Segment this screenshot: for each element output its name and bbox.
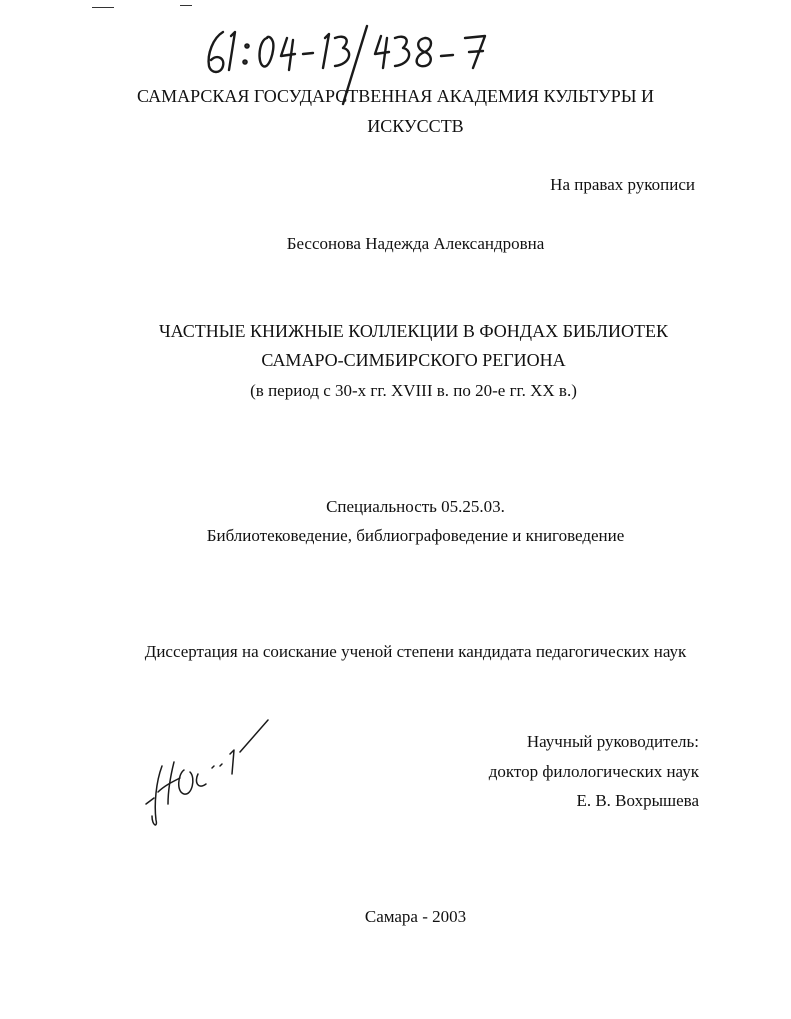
institution-line-1: САМАРСКАЯ ГОСУДАРСТВЕННАЯ АКАДЕМИЯ КУЛЬТУРЫ И	[136, 86, 655, 106]
specialty-code: Специальность 05.25.03.	[326, 497, 505, 516]
supervisor-label: Научный руководитель:	[526, 732, 699, 751]
institution-line-2: ИСКУССТВ	[367, 116, 464, 136]
supervisor-name: Е. В. Вохрышева	[576, 791, 699, 810]
handwritten-signature	[140, 712, 275, 832]
dissertation-statement: Диссертация на соискание ученой степени кандидата педагогических наук	[144, 642, 687, 661]
archive-number	[0, 0, 1, 1]
title-line-1: ЧАСТНЫЕ КНИЖНЫЕ КОЛЛЕКЦИИ В ФОНДАХ БИБЛИОТЕК	[158, 321, 669, 341]
scan-artifact	[180, 5, 192, 6]
supervisor-degree: доктор филологических наук	[488, 762, 699, 781]
author-name: Бессонова Надежда Александровна	[286, 234, 545, 253]
scan-artifact	[92, 7, 114, 8]
place-and-year: Самара - 2003	[364, 907, 467, 926]
manuscript-rights: На правах рукописи	[550, 175, 695, 194]
specialty-name: Библиотековедение, библиографоведение и книговедение	[206, 526, 625, 545]
title-period: (в период с 30-х гг. XVIII в. по 20-е гг. XX в.)	[250, 381, 577, 400]
title-line-2: САМАРО-СИМБИРСКОГО РЕГИОНА	[261, 350, 566, 370]
